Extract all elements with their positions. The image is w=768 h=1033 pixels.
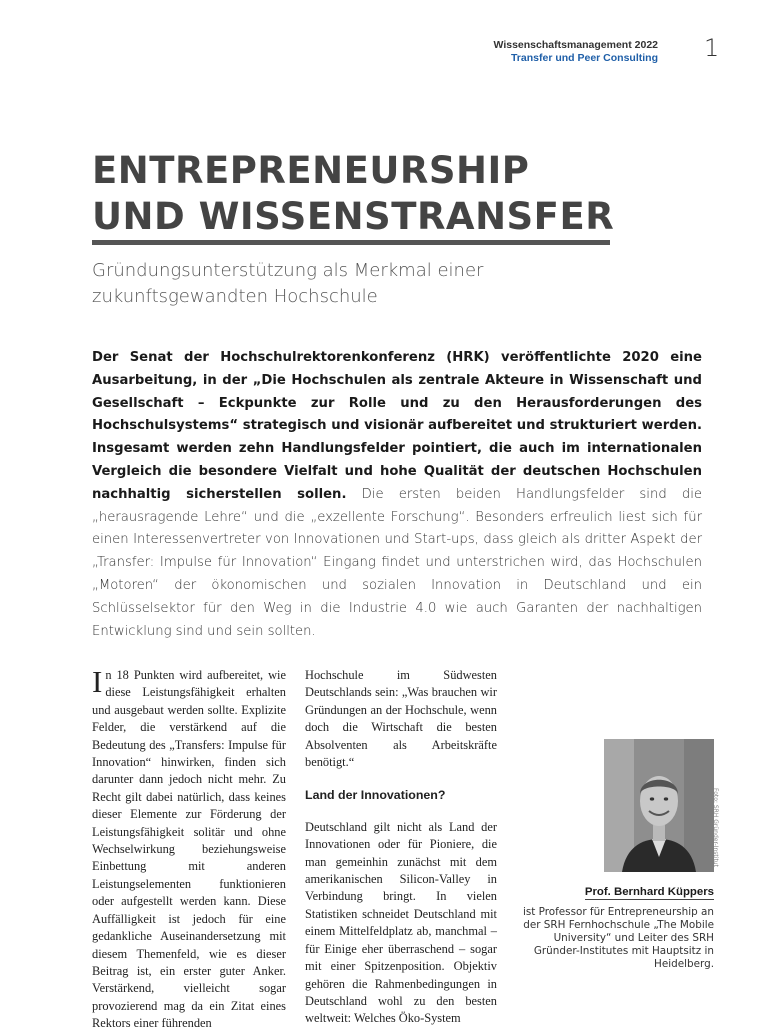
section-subhead: Land der Innovationen?	[305, 788, 446, 803]
author-name: Prof. Bernhard Küppers	[584, 886, 714, 898]
column-1-text: n 18 Punkten wird aufbereitet, wie diese Leistungsfähigkeit erhalten und ausgebaut werden sollte. Explizite Felder, die verstärkend auf die Bedeutung des „Transfers: Impulse für Innovation“ hinwirken, finden sich darunter dann jedoch nicht mehr. Zu Recht gilt dabei natürlich, dass keines dieser Elemente zur Förderung der Leistungsfähigkeit solitär und ohne Wechselwirkung beziehungsweise Einbettung mit anderen Leistungselementen funktionieren oder aufgestellt werden kann. Diese Auffälligkeit ist jedoch für eine gedankliche Auseinandersetzung mit diesem Themenfeld, wie es dieser Beitrag ist, ein erster guter Anker. Verstärkend, vielleicht sogar provozierend mag da ein Zitat eines Rektors einer führenden	[92, 668, 286, 1031]
article-title	[92, 148, 692, 240]
section-name: Transfer und Peer Consulting	[510, 52, 658, 64]
author-bio: ist Professor für Entrepreneurship an der SRH Fernhochschule „The Mobile University“ und Leiter des SRH Gründer-Institutes mit Hauptsitz in Heidelberg.	[522, 906, 714, 970]
author-portrait-illustration	[604, 739, 714, 872]
title-line-2: UND WISSENSTRANSFER	[92, 195, 615, 238]
body-column-1	[92, 664, 286, 1033]
column-2-paragraph-1: Hochschule im Südwesten Deutschlands sein: „Was brauchen wir Gründungen an der Hochschule, wenn doch die Wirtschaft die besten Absolventen als Arbeitskräfte benötigt.“	[305, 668, 497, 770]
title-line-1: ENTREPRENEURSHIP	[92, 149, 530, 192]
author-photo	[604, 739, 714, 872]
running-header	[494, 39, 658, 65]
intro-rest: Die ersten beiden Handlungsfelder sind die „herausragende Lehre“ und die „exzellente Forschung“. Besonders erfreulich liest sich für einen Interessenvertreter von Innovationen und Start-ups, dass gleich als dritter Aspekt der „Transfer: Impulse für Innovation“ Eingang findet und unterstrichen wird, das Hochschulen „Motoren“ der ökonomischen und sozialen Innovation in Deutschland und ein Schlüsselsektor für den Weg in die Industrie 4.0 wie auch Garanten der nachhaltigen Entwicklung sind und sein sollten.	[92, 486, 702, 639]
drop-cap: I	[92, 664, 103, 699]
column-2-paragraph-2: Deutschland gilt nicht als Land der Innovationen oder für Pioniere, die man gemeinhin zunächst mit dem amerikanischen Silicon-Valley in Verbindung bringt. In vielen Statistiken schneidet Deutschland mit einem Mittelfeldplatz ab, manchmal – für Einige eher überraschend – sogar mit einer Spitzenposition. Objektiv gehören die Rahmenbedingungen in Deutschland wohl zu den besten weltweit: Welches Öko-System	[305, 819, 497, 1026]
article-subtitle: Gründungsunterstützung als Merkmal einer zukunftsgewandten Hochschule	[92, 260, 484, 307]
body-column-2	[305, 667, 497, 1028]
intro-paragraph	[92, 347, 702, 643]
body-paragraph	[92, 664, 286, 1033]
intro-lead: Der Senat der Hochschulrektorenkonferenz (HRK) veröffentlichte 2020 eine Ausarbeitung, in der „Die Hochschulen als zentrale Akteure in Wissenschaft und Gesellschaft – Eckpunkte zur Rolle und zu den Herausforderungen des Hochschulsystems“ strategisch und visionär aufbereitet und strukturiert werden. Insgesamt werden zehn Handlungsfelder pointiert, die auch im internationalen Vergleich die besondere Vielfalt und hohe Qualität der deutschen Hochschulen nachhaltig sicherstellen sollen.	[92, 350, 702, 502]
photo-credit: Foto: SRH Gründer-Institut	[712, 788, 719, 867]
page-number: 1	[704, 34, 720, 62]
journal-name: Wissenschaftsmanagement 2022	[493, 39, 658, 51]
title-rule	[92, 240, 610, 245]
